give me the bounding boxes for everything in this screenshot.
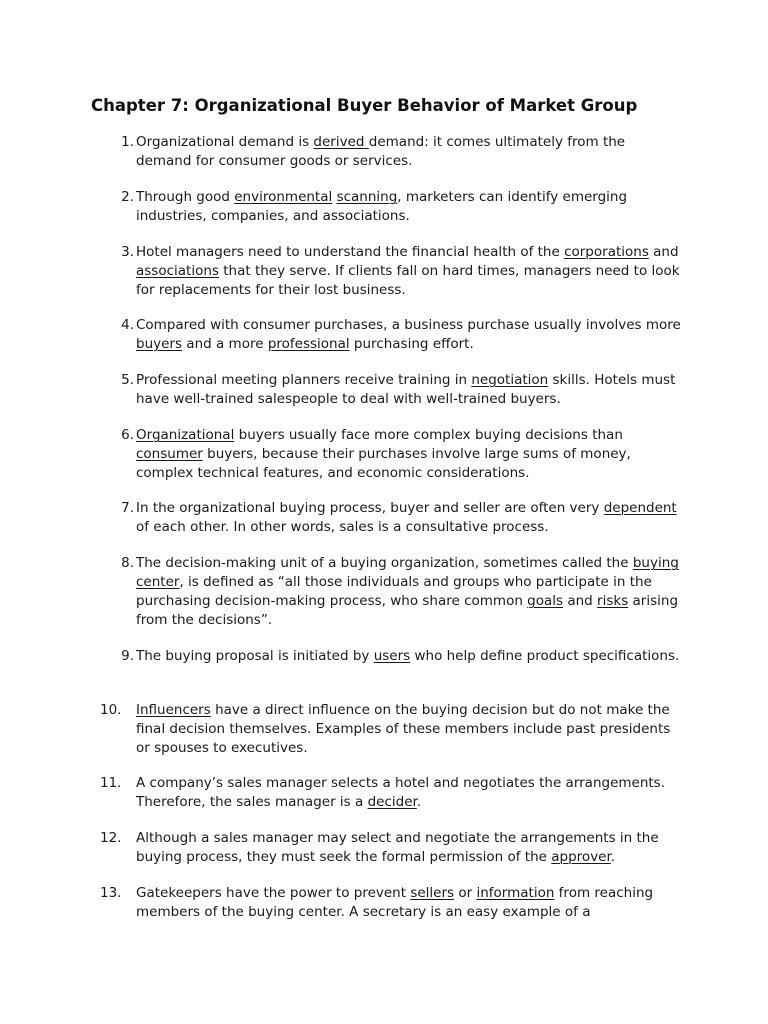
item-text-segment: and a more: [182, 336, 268, 352]
item-number: 4.: [121, 317, 134, 333]
item-text-segment: In the organizational buying process, buyer and seller are often very: [136, 500, 604, 516]
item-text: [136, 371, 684, 409]
item-text: [136, 701, 684, 758]
underlined-term: goals: [527, 593, 564, 609]
item-text-segment: arising from the decisions”.: [136, 593, 679, 628]
item-text-segment: skills. Hotels must have well-trained salespeople to deal with well-trained buyers.: [136, 372, 676, 407]
item-number: 9.: [121, 648, 134, 664]
underlined-term: corporations: [564, 244, 649, 260]
underlined-term: center: [136, 574, 180, 590]
item-text-segment: who help define product specifications.: [410, 648, 680, 664]
underlined-term: derived: [313, 134, 369, 150]
item-text-segment: Compared with consumer purchases, a business purchase usually involves more: [136, 317, 681, 333]
item-text: [136, 829, 684, 867]
item-text-segment: Gatekeepers have the power to prevent: [136, 885, 411, 901]
item-text-segment: Hotel managers need to understand the financial health of the: [136, 244, 565, 260]
item-text-segment: .: [416, 794, 422, 810]
item-number: 1.: [121, 134, 134, 150]
underlined-term: dependent: [603, 500, 677, 516]
item-text-segment: Although a sales manager may select and negotiate the arrangements in the buying process, they must seek the formal permission of the: [136, 830, 659, 865]
underlined-term: risks: [597, 593, 629, 609]
item-number: 13.: [100, 885, 122, 901]
item-text: [136, 774, 684, 812]
underlined-term: decider: [367, 794, 417, 810]
item-number: 12.: [100, 830, 122, 846]
underlined-term: professional: [267, 336, 350, 352]
item-text-segment: from reaching members of the buying center. A secretary is an easy example of a: [136, 885, 654, 920]
item-text: [136, 884, 684, 922]
underlined-term: buying: [632, 555, 679, 571]
underlined-term: approver: [551, 849, 611, 865]
item-text-segment: buyers, because their purchases involve large sums of money, complex technical features, and economic considerations.: [136, 446, 631, 481]
item-text-segment: Professional meeting planners receive training in: [136, 372, 472, 388]
item-text-segment: purchasing effort.: [349, 336, 474, 352]
underlined-term: users: [373, 648, 411, 664]
item-number: 10.: [100, 702, 122, 718]
item-text: [136, 133, 684, 171]
item-number: 3.: [121, 244, 134, 260]
item-text-segment: that they serve. If clients fall on hard times, managers need to look for replacements for their lost business.: [136, 263, 680, 298]
item-text: [136, 243, 684, 300]
item-text-segment: demand: it comes ultimately from the demand for consumer goods or services.: [136, 134, 626, 169]
item-text: [136, 426, 684, 483]
underlined-term: Influencers: [136, 702, 211, 718]
page-title: Chapter 7: Organizational Buyer Behavior of Market Group: [91, 96, 638, 115]
item-text-segment: , marketers can identify emerging industries, companies, and associations.: [136, 189, 628, 224]
item-text-segment: The decision-making unit of a buying organization, sometimes called the: [136, 555, 633, 571]
item-text: [136, 647, 684, 666]
underlined-term: associations: [136, 263, 219, 279]
item-number: 7.: [121, 500, 134, 516]
item-number: 5.: [121, 372, 134, 388]
item-text-segment: Through good: [136, 189, 235, 205]
item-text-segment: A company’s sales manager selects a hotel and negotiates the arrangements. Therefore, the sales manager is a: [136, 775, 666, 810]
item-text-segment: and: [648, 244, 679, 260]
underlined-term: environmental: [234, 189, 333, 205]
item-number: 2.: [121, 189, 134, 205]
item-number: 11.: [100, 775, 122, 791]
item-text-segment: of each other. In other words, sales is a consultative process.: [136, 519, 549, 535]
underlined-term: buyers: [136, 336, 183, 352]
underlined-term: consumer: [136, 446, 203, 462]
item-text-segment: The buying proposal is initiated by: [136, 648, 374, 664]
underlined-term: negotiation: [471, 372, 549, 388]
item-text: [136, 316, 684, 354]
item-text-segment: buyers usually face more complex buying decisions than: [234, 427, 623, 443]
item-text: [136, 554, 684, 630]
item-text-segment: and: [563, 593, 598, 609]
item-number: 6.: [121, 427, 134, 443]
item-text-segment: have a direct influence on the buying decision but do not make the final decision themselves. Examples of these members include past presidents or spouses to executives.: [136, 702, 671, 756]
item-number: 8.: [121, 555, 134, 571]
item-text: [136, 499, 684, 537]
item-text-segment: Organizational demand is: [136, 134, 314, 150]
item-text: [136, 188, 684, 226]
underlined-term: Organizational: [136, 427, 235, 443]
item-text-segment: or: [454, 885, 477, 901]
item-text-segment: .: [610, 849, 616, 865]
item-text-segment: , is defined as “all those individuals and groups who participate in the purchasing decision-making process, who share common: [136, 574, 652, 609]
underlined-term: scanning: [336, 189, 398, 205]
underlined-term: sellers: [410, 885, 455, 901]
underlined-term: information: [476, 885, 555, 901]
